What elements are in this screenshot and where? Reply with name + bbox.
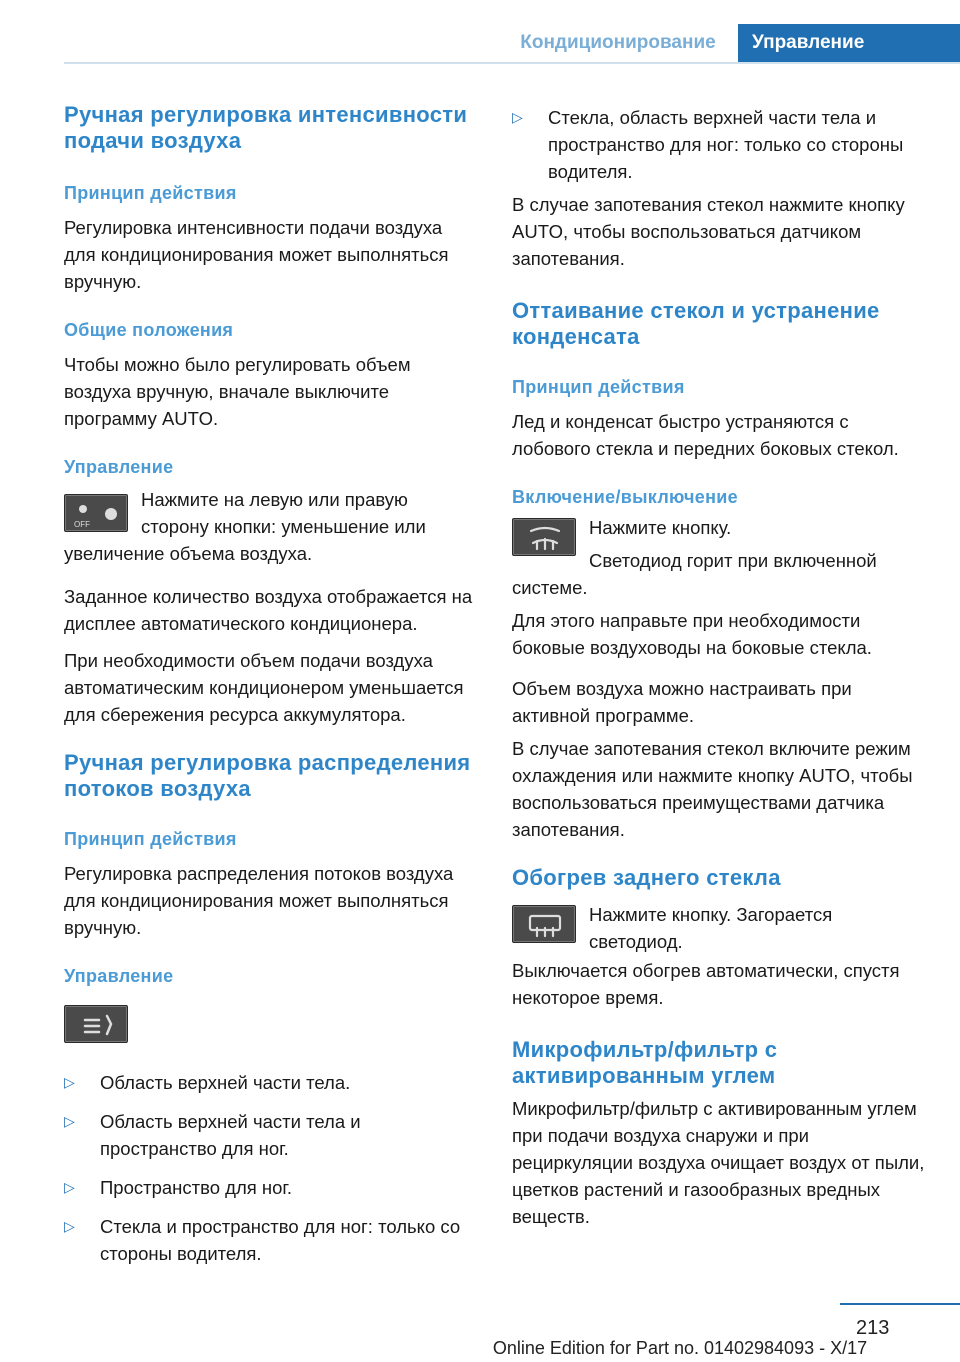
triangle-bullet-icon: ▷ xyxy=(64,1218,75,1234)
paragraph: Для этого направьте при необходимости боковые воздуховоды на боковые стекла. xyxy=(512,610,872,658)
paragraph: Нажмите кнопку. Загорается светодиод. xyxy=(589,904,833,952)
left-column xyxy=(64,102,476,1267)
list-item: ▷ Область верхней части тела. xyxy=(64,1069,476,1096)
heading-principle: Принцип действия xyxy=(64,183,237,203)
rear-window-heater-button-icon xyxy=(512,905,576,943)
paragraph: Регулировка распределения потоков воздуха для кондиционирования может выполняться вручную. xyxy=(64,863,454,938)
paragraph: При необходимости объем подачи воздуха автоматическим кондиционером уменьшается для сбережения ресурса аккумулятора. xyxy=(64,650,464,725)
triangle-bullet-icon: ▷ xyxy=(512,109,523,125)
triangle-bullet-icon: ▷ xyxy=(64,1113,75,1129)
heading-general: Общие положения xyxy=(64,320,234,340)
heading-onoff: Включение/выключение xyxy=(512,487,738,507)
tab-current[interactable]: Управление xyxy=(738,24,960,62)
list-item: ▷ Область верхней части тела и пространство для ног. xyxy=(64,1108,476,1162)
list-item: ▷ Стекла и пространство для ног: только со стороны водителя. xyxy=(64,1213,476,1267)
paragraph: Регулировка интенсивности подачи воздуха для кондиционирования может выполняться вручную. xyxy=(64,217,449,292)
heading-principle: Принцип действия xyxy=(512,377,685,397)
tab-section[interactable]: Кондиционирование xyxy=(520,32,716,53)
right-column xyxy=(512,104,930,1230)
control-row xyxy=(64,997,476,1057)
paragraph: Микрофильтр/фильтр с активированным углем при подачи воздуха снаружи и при рециркуляции воздуха очищает воздух от пыли, цветков растений и газообразных вредных веществ. xyxy=(512,1098,925,1227)
triangle-bullet-icon: ▷ xyxy=(64,1179,75,1195)
control-row xyxy=(512,514,930,601)
paragraph: Заданное количество воздуха отображается на дисплее автоматического кондиционера. xyxy=(64,586,473,634)
paragraph: Нажмите кнопку. xyxy=(589,517,732,538)
header-rule xyxy=(64,62,960,64)
triangle-bullet-icon: ▷ xyxy=(64,1074,75,1090)
list-item: ▷ Стекла, область верхней части тела и пространство для ног: только со стороны водителя. xyxy=(512,104,930,185)
fan-speed-button-icon xyxy=(64,494,128,532)
heading-filter: Микрофильтр/фильтр с активированным углем xyxy=(512,1037,778,1088)
paragraph: Светодиод горит при включенной системе. xyxy=(512,550,877,598)
footer-rule xyxy=(840,1303,960,1305)
page-number: 213 xyxy=(856,1317,890,1339)
heading-control: Управление xyxy=(64,457,174,477)
program-list-cont xyxy=(512,104,930,185)
heading-manual-intensity: Ручная регулировка интенсивности подачи воздуха xyxy=(64,102,468,153)
paragraph: Нажмите на левую или правую сторону кнопки: уменьшение или увеличение объема воздуха. xyxy=(64,489,426,564)
heading-control: Управление xyxy=(64,966,174,986)
paragraph: Лед и конденсат быстро устраняются с лобового стекла и передних боковых стекол. xyxy=(512,411,899,459)
windshield-defrost-button-icon xyxy=(512,518,576,556)
paragraph: В случае запотевания стекол нажмите кнопку AUTO, чтобы воспользоваться датчиком запотевания. xyxy=(512,194,905,269)
control-row xyxy=(512,901,930,955)
edition-footer: Online Edition for Part no. 01402984093 - X/17 xyxy=(492,1338,868,1358)
heading-rear: Обогрев заднего стекла xyxy=(512,865,781,890)
air-distribution-button-icon xyxy=(64,1005,128,1043)
paragraph: Объем воздуха можно настраивать при активной программе. xyxy=(512,678,852,726)
heading-manual-distribution: Ручная регулировка распределения потоков воздуха xyxy=(64,750,471,801)
list-item: ▷ Пространство для ног. xyxy=(64,1174,476,1201)
control-row xyxy=(64,486,476,567)
paragraph: Выключается обогрев автоматически, спустя некоторое время. xyxy=(512,960,900,1008)
heading-principle: Принцип действия xyxy=(64,829,237,849)
heading-defrost: Оттаивание стекол и устранение конденсата xyxy=(512,298,880,349)
paragraph: В случае запотевания стекол включите режим охлаждения или нажмите кнопку AUTO, чтобы воспользоваться преимуществами датчика запотевания. xyxy=(512,738,913,840)
paragraph: Чтобы можно было регулировать объем воздуха вручную, вначале выключите программу AUTO. xyxy=(64,354,411,429)
svg-text:OFF: OFF xyxy=(74,520,90,529)
program-list xyxy=(64,1069,476,1267)
